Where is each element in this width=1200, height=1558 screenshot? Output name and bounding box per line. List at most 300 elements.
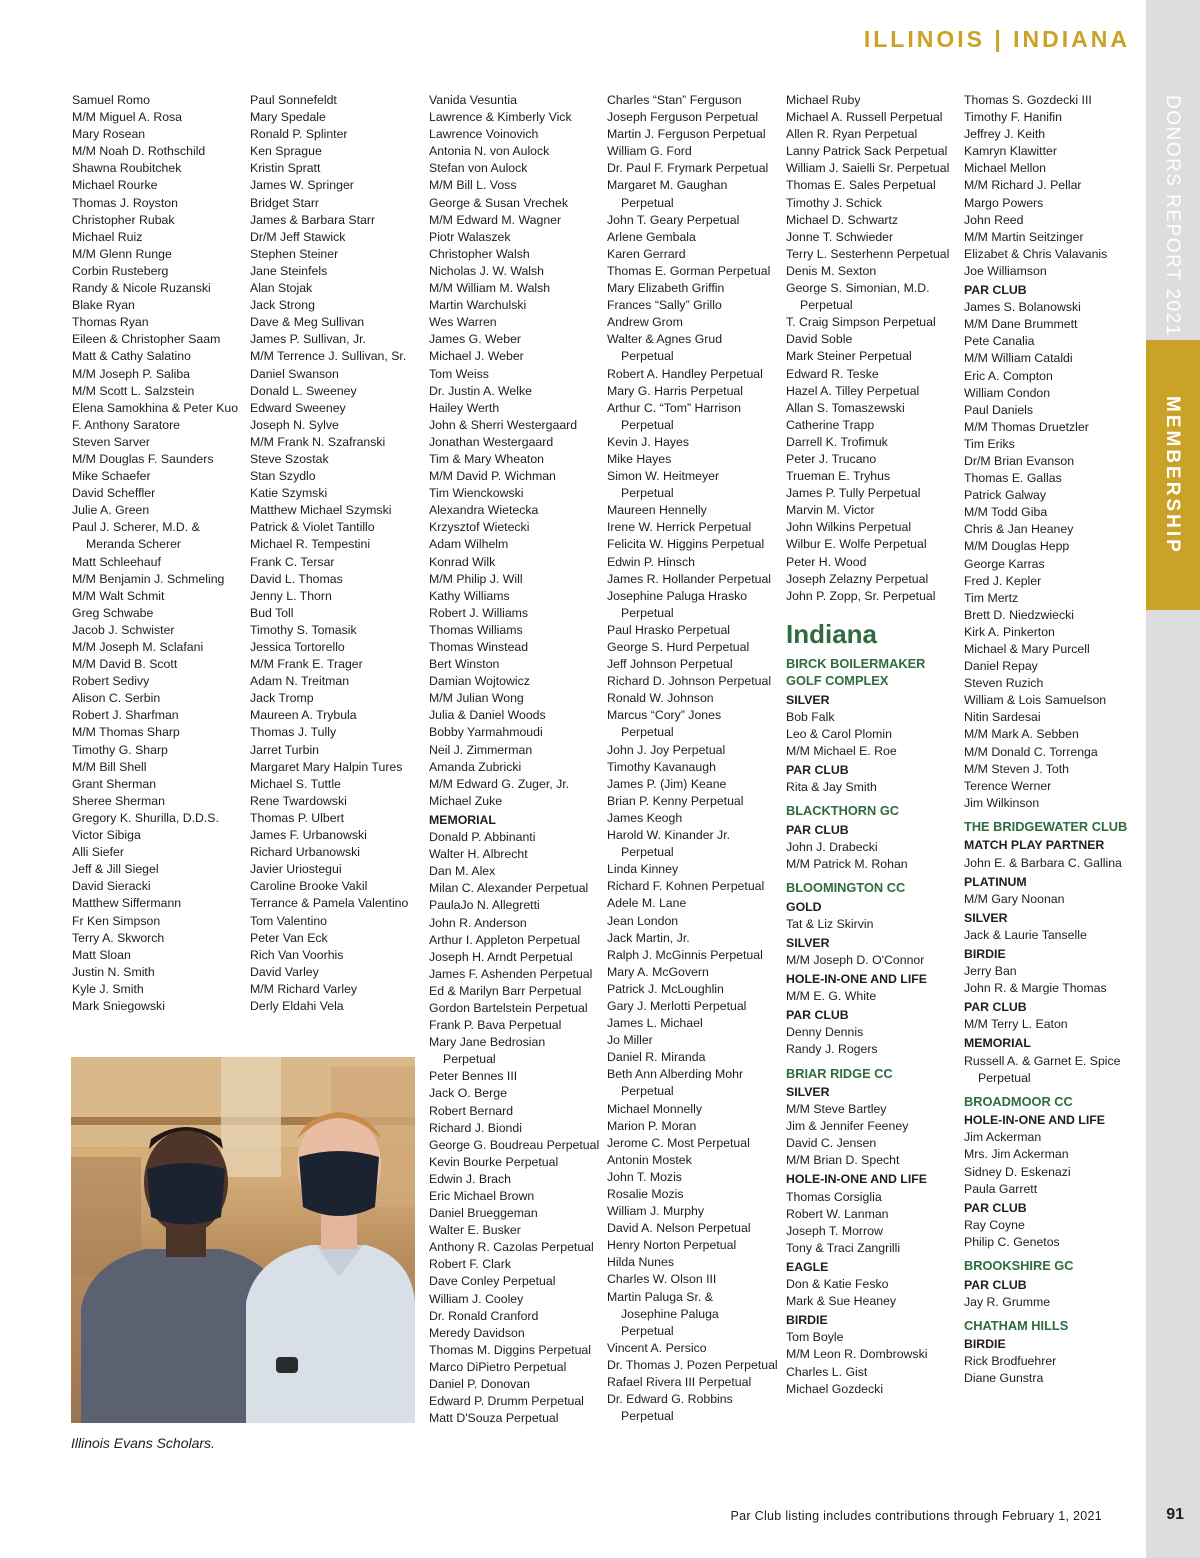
donor-name: Christopher Walsh: [429, 246, 530, 261]
donor-name: Jessica Tortorello: [250, 640, 345, 654]
donor-name: Daniel P. Donovan: [429, 1377, 530, 1392]
donor-name: David L. Thomas: [250, 571, 343, 586]
donor-name: Milan C. Alexander Perpetual: [429, 881, 589, 896]
scholars-photo: [71, 1057, 415, 1423]
donor-name: M/M Bill L. Voss: [429, 178, 517, 193]
donor-name: Trueman E. Tryhus: [786, 469, 891, 484]
donor-name: M/M Noah D. Rothschild: [72, 144, 206, 159]
donor-name: Anthony R. Cazolas Perpetual: [429, 1240, 594, 1255]
donor-name: Kamryn Klawitter: [964, 144, 1057, 159]
donor-name: Jay R. Grumme: [964, 1294, 1051, 1309]
donor-name: Meredy Davidson: [429, 1325, 525, 1340]
donor-name: M/M Walt Schmit: [72, 588, 165, 603]
donor-name: Richard F. Kohnen Perpetual: [607, 879, 765, 894]
donor-name: Derly Eldahi Vela: [250, 998, 344, 1013]
donor-name-continuation: Perpetual: [621, 349, 674, 364]
donor-name: William J. Saielli Sr. Perpetual: [786, 161, 950, 176]
donor-name: Marvin M. Victor: [786, 503, 875, 518]
donor-name: Daniel Repay: [964, 659, 1038, 674]
donor-name: Terry A. Skworch: [72, 930, 165, 945]
donor-name: George S. Simonian, M.D.: [786, 281, 930, 296]
donor-name: James S. Bolanowski: [964, 300, 1081, 315]
club-heading: BLOOMINGTON CC: [786, 880, 906, 896]
donor-name-continuation: Perpetual: [621, 486, 674, 501]
donor-name: Lanny Patrick Sack Perpetual: [786, 144, 948, 159]
donor-name: Damian Wojtowicz: [429, 674, 530, 689]
donor-name: Brian P. Kenny Perpetual: [607, 793, 744, 808]
donor-name: Thomas E. Gorman Perpetual: [607, 263, 771, 278]
donor-name: M/M Leon R. Dombrowski: [786, 1347, 928, 1362]
donor-name: Jerome C. Most Perpetual: [607, 1135, 750, 1150]
donor-name: Jack & Laurie Tanselle: [964, 927, 1087, 942]
scholars-photo-illustration: [71, 1057, 415, 1423]
donor-name: M/M Steven J. Toth: [964, 761, 1070, 776]
donor-column-6: [964, 92, 1140, 1387]
donor-name: Adam Wilhelm: [429, 537, 509, 552]
donor-name: Tom Weiss: [429, 366, 489, 381]
donor-name: Joseph T. Morrow: [786, 1223, 883, 1238]
donor-name: M/M Frank N. Szafranski: [250, 434, 386, 449]
donor-name: Robert F. Clark: [429, 1257, 512, 1272]
donor-name: Daniel R. Miranda: [607, 1050, 706, 1065]
donor-name: M/M Richard Varley: [250, 981, 358, 996]
donor-name: M/M Joseph D. O'Connor: [786, 952, 925, 967]
donor-name: Julia & Daniel Woods: [429, 708, 546, 723]
donor-name: Matt & Cathy Salatino: [72, 349, 191, 364]
donor-name: Michael R. Tempestini: [250, 537, 371, 552]
donor-name: John & Sherri Westergaard: [429, 417, 578, 432]
donor-name: Thomas J. Royston: [72, 195, 178, 210]
donor-name: Irene W. Herrick Perpetual: [607, 520, 752, 535]
donor-name: Martin Paluga Sr. &: [607, 1289, 713, 1304]
donor-name: Jean London: [607, 913, 679, 928]
donor-name: John R. & Margie Thomas: [964, 981, 1107, 996]
donor-name: Thomas Winstead: [429, 640, 529, 654]
giving-level-heading: PAR CLUB: [786, 1008, 849, 1023]
giving-level-heading: SILVER: [786, 935, 830, 950]
donor-name: Adele M. Lane: [607, 896, 687, 911]
donor-name: Edward P. Drumm Perpetual: [429, 1394, 584, 1409]
donor-name: Allan S. Tomaszewski: [786, 400, 905, 415]
donor-name-continuation: Perpetual: [621, 1323, 674, 1338]
donor-name: Edwin J. Brach: [429, 1171, 512, 1186]
donor-name: Sheree Sherman: [72, 793, 165, 808]
donor-name: Javier Uriostegui: [250, 862, 342, 877]
sidebar-report-label-box: [1146, 95, 1200, 337]
donor-name: Mark & Sue Heaney: [786, 1294, 897, 1309]
donor-name: Robert J. Williams: [429, 605, 529, 620]
donor-name: Rene Twardowski: [250, 793, 347, 808]
giving-level-heading: SILVER: [786, 692, 830, 707]
donor-name: George Karras: [964, 556, 1045, 571]
donor-name: Antonin Mostek: [607, 1152, 692, 1167]
donor-name: Dr/M Brian Evanson: [964, 453, 1075, 468]
donor-name: James P. Tully Perpetual: [786, 486, 921, 501]
donor-name: Maureen A. Trybula: [250, 708, 357, 723]
donor-name: Darrell K. Trofimuk: [786, 434, 888, 449]
donor-name: Amanda Zubricki: [429, 759, 522, 774]
giving-level-heading: MEMORIAL: [964, 1036, 1031, 1051]
donor-name: Arlene Gembala: [607, 229, 696, 244]
donor-name: James F. Urbanowski: [250, 828, 367, 843]
giving-level-heading: SILVER: [964, 910, 1008, 925]
donor-name: Nicholas J. W. Walsh: [429, 263, 545, 278]
donor-name: Tim Mertz: [964, 590, 1019, 605]
donor-name: William J. Murphy: [607, 1204, 705, 1219]
section-tab: [1146, 340, 1200, 610]
donor-name: Randy J. Rogers: [786, 1042, 878, 1057]
donor-name: M/M Benjamin J. Schmeling: [72, 571, 225, 586]
donor-name: Jacob J. Schwister: [72, 622, 175, 637]
donor-name: Jarret Turbin: [250, 742, 320, 757]
donor-name: PaulaJo N. Allegretti: [429, 898, 540, 913]
donor-name: M/M Steve Bartley: [786, 1102, 887, 1117]
donor-name: Robert A. Handley Perpetual: [607, 366, 763, 381]
donor-name: Maureen Hennelly: [607, 503, 707, 518]
club-heading: THE BRIDGEWATER CLUB: [964, 818, 1128, 834]
donor-column-1: [72, 92, 248, 1015]
donor-name: Peter H. Wood: [786, 554, 867, 569]
donor-name-continuation: Perpetual: [621, 725, 674, 740]
donor-name: James & Barbara Starr: [250, 212, 376, 227]
donor-name: M/M Terrence J. Sullivan, Sr.: [250, 349, 407, 364]
donor-column-2: [250, 92, 426, 1015]
donor-name: Jeff Johnson Perpetual: [607, 657, 733, 672]
donor-name: Matthew Michael Szymski: [250, 503, 392, 518]
donor-name: Julie A. Green: [72, 503, 150, 518]
donor-name: Fred J. Kepler: [964, 573, 1042, 588]
donor-name: M/M Edward M. Wagner: [429, 212, 562, 227]
donor-name: M/M Edward G. Zuger, Jr.: [429, 776, 570, 791]
donor-name-continuation: Meranda Scherer: [86, 537, 182, 552]
donor-name: Marco DiPietro Perpetual: [429, 1359, 567, 1374]
donor-name: M/M Scott L. Salzstein: [72, 383, 195, 398]
donor-name: Martin J. Ferguson Perpetual: [607, 127, 766, 142]
donor-name: Tim Eriks: [964, 436, 1015, 451]
donor-name: Philip C. Genetos: [964, 1234, 1060, 1249]
donor-name: James R. Hollander Perpetual: [607, 571, 772, 586]
donor-name: James P. (Jim) Keane: [607, 776, 727, 791]
giving-level-heading: PAR CLUB: [964, 1277, 1027, 1292]
donor-name: David Soble: [786, 332, 853, 347]
giving-level-heading: HOLE-IN-ONE AND LIFE: [786, 972, 927, 987]
donor-name: Mary A. McGovern: [607, 964, 709, 979]
donor-name-continuation: Perpetual: [621, 845, 674, 860]
donor-name: Vanida Vesuntia: [429, 93, 517, 107]
donor-name: George S. Hurd Perpetual: [607, 640, 750, 654]
donor-name: Catherine Trapp: [786, 417, 875, 432]
donor-name: Denny Dennis: [786, 1025, 864, 1040]
donor-name: Paul J. Scherer, M.D. &: [72, 520, 200, 535]
donor-name: Michael Gozdecki: [786, 1381, 884, 1396]
donor-column-4: [607, 92, 783, 1425]
donor-name: Dan M. Alex: [429, 864, 496, 879]
donor-name: Alison C. Serbin: [72, 691, 161, 706]
donor-name: Rita & Jay Smith: [786, 780, 877, 795]
donor-name: Timothy Kavanaugh: [607, 759, 716, 774]
donor-name: F. Anthony Saratore: [72, 417, 181, 432]
donor-name: James Keogh: [607, 810, 683, 825]
donor-name: Paula Garrett: [964, 1181, 1038, 1196]
donor-name: William J. Cooley: [429, 1291, 524, 1306]
giving-level-heading: SILVER: [786, 1085, 830, 1099]
donor-name: Edward Sweeney: [250, 400, 346, 415]
donor-name: John J. Drabecki: [786, 839, 878, 854]
donor-name: Brett D. Niedzwiecki: [964, 607, 1075, 622]
giving-level-heading: GOLD: [786, 899, 822, 914]
donor-name: Rich Van Voorhis: [250, 947, 344, 962]
donor-name: M/M Glenn Runge: [72, 246, 172, 261]
donor-name: Fr Ken Simpson: [72, 913, 161, 928]
donor-name: Dr. Paul F. Frymark Perpetual: [607, 161, 769, 176]
donor-name: Daniel Brueggeman: [429, 1206, 538, 1221]
donor-name: Michael D. Schwartz: [786, 212, 899, 227]
donor-name: Matt Schleehauf: [72, 554, 161, 569]
donor-name: Jo Miller: [607, 1033, 653, 1048]
donor-name: Charles W. Olson III: [607, 1272, 717, 1287]
donor-name: Rafael Rivera III Perpetual: [607, 1375, 752, 1390]
donor-name: Chris & Jan Heaney: [964, 522, 1074, 537]
donor-name: Wes Warren: [429, 315, 497, 330]
donor-name: Blake Ryan: [72, 298, 135, 313]
giving-level-heading: BIRDIE: [786, 1313, 828, 1328]
club-heading: BRIAR RIDGE CC: [786, 1065, 893, 1081]
donor-name: Peter J. Trucano: [786, 451, 877, 466]
donor-name: Tony & Traci Zangrilli: [786, 1240, 901, 1255]
donor-name: John Wilkins Perpetual: [786, 520, 912, 535]
donor-name: Joseph N. Sylve: [250, 417, 339, 432]
donor-name: T. Craig Simpson Perpetual: [786, 315, 936, 330]
donor-name: Dr. Thomas J. Pozen Perpetual: [607, 1357, 778, 1372]
donor-name: Hazel A. Tilley Perpetual: [786, 383, 920, 398]
donor-name: Ralph J. McGinnis Perpetual: [607, 947, 763, 962]
donor-name: M/M Dane Brummett: [964, 317, 1078, 332]
donor-name: M/M Gary Noonan: [964, 891, 1065, 906]
club-heading: BLACKTHORN GC: [786, 803, 900, 819]
donor-name: M/M Thomas Sharp: [72, 725, 180, 740]
donor-name: Andrew Grom: [607, 315, 683, 330]
donor-name: Robert Sedivy: [72, 674, 150, 689]
donor-name: Robert W. Lanman: [786, 1206, 889, 1221]
donor-name: Matt D'Souza Perpetual: [429, 1411, 559, 1426]
donor-name: Tom Valentino: [250, 913, 328, 928]
donor-name: Denis M. Sexton: [786, 263, 877, 278]
giving-level-heading: PAR CLUB: [786, 763, 849, 778]
donor-name: John E. & Barbara C. Gallina: [964, 855, 1122, 870]
donor-name: Timothy F. Hanifin: [964, 110, 1062, 125]
donor-name: Joseph Ferguson Perpetual: [607, 110, 759, 125]
donor-name: Dr. Ronald Cranford: [429, 1308, 539, 1323]
donor-name: Joseph H. Arndt Perpetual: [429, 949, 573, 964]
donor-name: Terrance & Pamela Valentino: [250, 896, 409, 911]
donor-name: Joe Williamson: [964, 263, 1047, 278]
giving-level-heading: MEMORIAL: [429, 812, 496, 827]
donor-name: M/M Terry L. Eaton: [964, 1017, 1068, 1032]
donor-name: George G. Boudreau Perpetual: [429, 1137, 600, 1152]
donor-name-continuation: Perpetual: [800, 298, 853, 313]
donor-name: Karen Gerrard: [607, 246, 686, 261]
donor-name: Arthur C. “Tom” Harrison: [607, 400, 741, 415]
photo-caption: Illinois Evans Scholars.: [71, 1435, 215, 1451]
donor-name: Greg Schwabe: [72, 605, 154, 620]
donor-name: Paul Hrasko Perpetual: [607, 622, 731, 637]
donor-name: Allen R. Ryan Perpetual: [786, 127, 918, 142]
donor-name: Mike Hayes: [607, 451, 672, 466]
donor-name: Lawrence & Kimberly Vick: [429, 110, 572, 125]
donor-name: Marcus “Cory” Jones: [607, 708, 722, 723]
donor-name: Krzysztof Wietecki: [429, 520, 530, 535]
donor-name: William G. Ford: [607, 144, 692, 159]
donor-name: Daniel Swanson: [250, 366, 339, 381]
donor-name: Michael Rourke: [72, 178, 158, 193]
giving-level-heading: PAR CLUB: [964, 283, 1027, 298]
donor-name-continuation: Perpetual: [978, 1070, 1031, 1085]
donor-name: Mary Rosean: [72, 127, 146, 142]
donor-name: Thomas M. Diggins Perpetual: [429, 1342, 591, 1357]
donor-name: James F. Ashenden Perpetual: [429, 966, 593, 981]
donor-name: Michael Monnelly: [607, 1101, 703, 1116]
donor-name: John Reed: [964, 212, 1024, 227]
donor-name: Walter & Agnes Grud: [607, 332, 723, 347]
donor-name: Alexandra Wietecka: [429, 503, 539, 518]
donor-name: Arthur I. Appleton Perpetual: [429, 932, 581, 947]
giving-level-heading: PAR CLUB: [964, 1000, 1027, 1015]
donor-name: Stan Szydlo: [250, 469, 316, 484]
donor-name: M/M Bill Shell: [72, 759, 147, 774]
donor-name: Tim & Mary Wheaton: [429, 451, 545, 466]
donor-name: Harold W. Kinander Jr.: [607, 828, 731, 843]
donor-name: Mike Schaefer: [72, 469, 151, 484]
donor-name: David A. Nelson Perpetual: [607, 1221, 751, 1236]
donor-name: Konrad Wilk: [429, 554, 496, 569]
donor-name: Elizabet & Chris Valavanis: [964, 246, 1108, 261]
donor-name: Sidney D. Eskenazi: [964, 1164, 1071, 1179]
donor-name: Kristin Spratt: [250, 161, 321, 176]
donor-name: David Varley: [250, 964, 319, 979]
donor-name: Don & Katie Fesko: [786, 1277, 889, 1292]
donor-name: Adam N. Treitman: [250, 674, 350, 689]
giving-level-heading: PLATINUM: [964, 874, 1027, 889]
donor-name: M/M Julian Wong: [429, 691, 524, 706]
sidebar-report-label: DONORS REPORT 2021: [1162, 95, 1183, 337]
donor-name: Charles “Stan” Ferguson: [607, 93, 742, 107]
donor-name: M/M Thomas Druetzler: [964, 419, 1089, 434]
donor-name: Matt Sloan: [72, 947, 131, 962]
donor-name: Piotr Walaszek: [429, 229, 511, 244]
donor-name: Patrick & Violet Tantillo: [250, 520, 375, 535]
donor-name: Kirk A. Pinkerton: [964, 624, 1055, 639]
donor-name: Victor Sibiga: [72, 828, 141, 843]
donor-name: Tim Wienckowski: [429, 486, 524, 501]
donor-name: Jack Strong: [250, 298, 315, 313]
donor-name: Mary Jane Bedrosian: [429, 1035, 546, 1050]
donor-name: Matthew Siffermann: [72, 896, 182, 911]
donor-name: Wilbur E. Wolfe Perpetual: [786, 537, 927, 552]
donor-name: Robert J. Sharfman: [72, 708, 179, 723]
donor-name: Michael Zuke: [429, 793, 503, 808]
donor-name: M/M Donald C. Torrenga: [964, 744, 1098, 759]
donor-name: Stephen Steiner: [250, 246, 339, 261]
donor-name: M/M David B. Scott: [72, 657, 178, 672]
donor-name: Vincent A. Persico: [607, 1340, 707, 1355]
donor-name: Richard D. Johnson Perpetual: [607, 674, 772, 689]
donor-name: M/M Miguel A. Rosa: [72, 110, 183, 125]
donor-name: Frank P. Bava Perpetual: [429, 1018, 562, 1033]
donor-name: Kevin Bourke Perpetual: [429, 1154, 559, 1169]
donor-name: Michael & Mary Purcell: [964, 642, 1090, 656]
donor-name: Mark Sniegowski: [72, 998, 165, 1013]
donor-name: Michael A. Russell Perpetual: [786, 110, 943, 125]
donor-name-continuation: Perpetual: [621, 417, 674, 432]
donor-name: Patrick Galway: [964, 488, 1047, 503]
giving-level-heading: EAGLE: [786, 1259, 829, 1274]
donor-name: Jack Martin, Jr.: [607, 930, 690, 945]
donor-name: Mark Steiner Perpetual: [786, 349, 912, 364]
donor-name: M/M Patrick M. Rohan: [786, 857, 908, 872]
donor-name-continuation: Perpetual: [621, 1084, 674, 1099]
donor-name: James P. Sullivan, Jr.: [250, 332, 366, 347]
donor-name: Jane Steinfels: [250, 263, 328, 278]
donor-name: Caroline Brooke Vakil: [250, 879, 368, 894]
donor-name: Bridget Starr: [250, 195, 320, 210]
donor-name: M/M David P. Wichman: [429, 469, 556, 484]
donor-name: Steven Ruzich: [964, 676, 1044, 691]
donor-name: Peter Bennes III: [429, 1069, 518, 1084]
donor-name: Simon W. Heitmeyer: [607, 469, 720, 484]
donor-name: Timothy G. Sharp: [72, 742, 168, 757]
donor-name: Russell A. & Garnet E. Spice: [964, 1053, 1121, 1068]
donor-name: M/M Mark A. Sebben: [964, 727, 1079, 742]
donor-name: Beth Ann Alberding Mohr: [607, 1067, 744, 1082]
donor-name: Jim Wilkinson: [964, 795, 1040, 810]
donor-name: Jenny L. Thorn: [250, 588, 332, 603]
donor-name: Walter E. Busker: [429, 1223, 521, 1238]
donor-name: Michael Mellon: [964, 161, 1047, 176]
donor-name: Joseph Zelazny Perpetual: [786, 571, 929, 586]
donor-name: Antonia N. von Aulock: [429, 144, 550, 159]
donor-name: Terence Werner: [964, 778, 1052, 793]
donor-name: M/M Michael E. Roe: [786, 744, 897, 759]
donor-name: Jack Tromp: [250, 691, 314, 706]
donor-name: Thomas E. Sales Perpetual: [786, 178, 936, 193]
donor-name: John J. Joy Perpetual: [607, 742, 726, 757]
donor-name: Stefan von Aulock: [429, 161, 528, 176]
donor-name: M/M William Cataldi: [964, 351, 1073, 366]
donor-name: Shawna Roubitchek: [72, 161, 182, 176]
donor-name: Ken Sprague: [250, 144, 322, 159]
donor-name: Patrick J. McLoughlin: [607, 981, 724, 996]
donor-name: Robert Bernard: [429, 1103, 514, 1118]
donor-name: M/M Frank E. Trager: [250, 657, 363, 672]
donor-name: Kevin J. Hayes: [607, 434, 690, 449]
donor-name: Lawrence Voinovich: [429, 127, 539, 142]
donor-name: M/M Todd Giba: [964, 505, 1048, 520]
donor-name: M/M Douglas Hepp: [964, 539, 1070, 554]
donor-name: Eric A. Compton: [964, 368, 1053, 383]
giving-level-heading: MATCH PLAY PARTNER: [964, 838, 1105, 853]
donor-name: Donald P. Abbinanti: [429, 830, 536, 845]
donor-name: George & Susan Vrechek: [429, 195, 568, 210]
donor-name-continuation: Perpetual: [621, 605, 674, 620]
donor-name: Richard Urbanowski: [250, 845, 361, 860]
donor-name: James L. Michael: [607, 1016, 703, 1031]
donor-name: Ray Coyne: [964, 1217, 1025, 1232]
donor-name: Thomas Williams: [429, 622, 523, 637]
donor-name: Marion P. Moran: [607, 1118, 697, 1133]
donor-name: Elena Samokhina & Peter Kuo: [72, 400, 239, 415]
sidebar-band: [1146, 0, 1200, 1558]
donor-name: Diane Gunstra: [964, 1371, 1044, 1386]
